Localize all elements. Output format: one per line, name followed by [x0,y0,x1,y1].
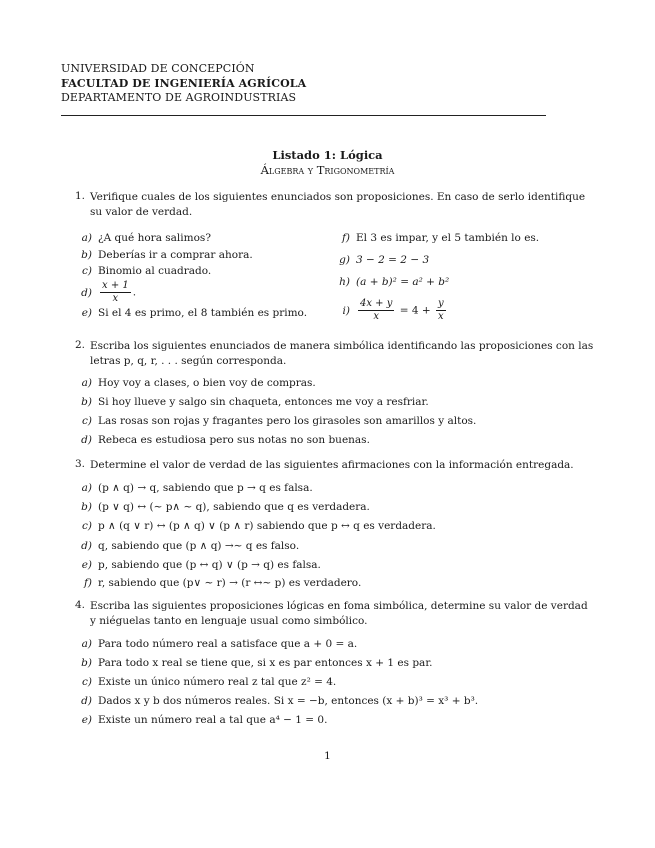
item-text: (p ∧ q) → q, sabiendo que p → q es falsa. [98,482,313,494]
item-label: b) [81,249,92,261]
item-label: d) [81,286,92,299]
question-text: Verifique cuales de los siguientes enunciados son proposiciones. En caso de serlo identifique su valor de verdad. [90,191,586,218]
fraction-denominator: x [438,311,444,322]
item-label: b) [81,501,92,513]
list-item [75,377,316,389]
fraction-numerator: y [438,298,444,309]
item-text: Hoy voy a clases, o bien voy de compras. [98,377,316,389]
fraction-denominator: x [112,293,119,304]
item-text: q, sabiendo que (p ∧ q) →∼ q es falso. [98,540,300,552]
question-number: 1. [75,190,86,202]
list-item [333,254,429,266]
item-text: Dados x y b dos números reales. Si x = −b, entonces (x + b)³ = x³ + b³. [98,695,479,707]
item-label: d) [81,540,92,552]
fraction-numerator: x + 1 [102,280,129,291]
list-item [75,540,299,552]
item-text: El 3 es impar, y el 5 también lo es. [356,232,540,244]
item-label: e) [81,559,92,571]
item-text: Las rosas son rojas y fragantes pero los girasoles son amarillos y altos. [98,415,477,427]
list-item [75,714,327,726]
list-item [333,276,449,288]
list-item [75,249,253,261]
list-item [75,307,307,319]
item-label: c) [82,520,92,532]
item-label: c) [82,676,92,688]
item-text: Si hoy llueve y salgo sin chaqueta, entonces me voy a resfriar. [98,396,429,408]
item-label: a) [81,232,92,244]
list-item [75,415,476,427]
item-text: Para todo x real se tiene que, si x es par entonces x + 1 es par. [98,657,433,669]
item-text: Rebeca es estudiosa pero sus notas no son buenas. [98,434,370,446]
item-label: a) [81,638,92,650]
header-divider [61,115,546,116]
item-label: b) [81,657,92,669]
question-number: 2. [75,339,86,351]
item-label: f) [84,577,92,589]
list-item [75,396,429,408]
list-item [333,298,448,323]
page-number: 1 [324,750,331,762]
item-label: i) [342,304,350,317]
item-text: Para todo número real a satisface que a + 0 = a. [98,638,358,650]
question-text: Escriba las siguientes proposiciones lógicas en foma simbólica, determine su valor de verdad y niéguelas tanto en lenguaje usual como simbólico. [90,600,588,627]
question-text: Determine el valor de verdad de las siguientes afirmaciones con la información entregada. [90,459,574,471]
item-label: a) [81,377,92,389]
item-text: r, sabiendo que (p∨ ∼ r) → (r ↔∼ p) es verdadero. [98,577,362,589]
item-label: a) [81,482,92,494]
list-item [75,232,211,244]
item-label: e) [81,714,92,726]
fraction-denominator: x [373,311,380,322]
item-text: p ∧ (q ∨ r) ↔ (p ∧ q) ∨ (p ∧ r) sabiendo que p ↔ q es verdadera. [98,520,436,532]
question-number: 4. [75,599,86,611]
list-item [75,501,370,513]
item-label: g) [339,254,350,266]
item-label: b) [81,396,92,408]
item-text: 3 − 2 = 2 − 3 [356,254,430,266]
list-item [75,434,370,446]
item-label: d) [81,695,92,707]
list-item [75,520,436,532]
faculty-name: FACULTAD DE INGENIERÍA AGRÍCOLA [61,76,307,90]
question-number: 3. [75,458,86,470]
list-item [333,232,539,244]
item-label: c) [82,265,92,277]
item-text: (p ∨ q) ↔ (∼ p∧ ∼ q), sabiendo que q es verdadera. [98,501,370,513]
fraction [100,280,131,305]
item-text: Deberías ir a comprar ahora. [98,249,253,261]
page-title: Listado 1: Lógica [272,148,383,162]
list-item [75,577,361,589]
item-text: Si el 4 es primo, el 8 también es primo. [98,307,308,319]
list-item [75,638,357,650]
page-subtitle: Álgebra y Trigonometría [260,163,395,177]
item-text: (a + b)² = a² + b² [356,276,450,288]
item-tail: . [132,286,137,299]
list-item [75,657,433,669]
list-item [75,280,136,305]
fraction-numerator: 4x + y [360,298,393,309]
item-text: p, sabiendo que (p ↔ q) ∨ (p → q) es falsa. [98,559,321,571]
department-name: DEPARTAMENTO DE AGROINDUSTRIAS [61,91,297,104]
item-label: d) [81,434,92,446]
institution-header [61,62,306,106]
list-item [75,676,336,688]
question-text: Escriba los siguientes enunciados de manera simbólica identificando las proposiciones con las letras p, q, r, . . . según corresponda. [90,340,594,367]
item-text: ¿A qué hora salimos? [98,232,211,244]
item-text: Existe un número real a tal que a⁴ − 1 = 0. [98,714,328,726]
list-item [75,482,313,494]
item-label: h) [339,276,350,288]
equation-middle: = 4 + [396,304,435,317]
list-item [75,559,321,571]
fraction [358,298,394,323]
university-name: UNIVERSIDAD DE CONCEPCIÓN [61,62,255,75]
list-item [75,265,211,277]
item-text: Existe un único número real z tal que z² = 4. [98,676,337,688]
fraction [436,298,446,323]
item-text: Binomio al cuadrado. [98,265,212,277]
item-label: f) [342,232,350,244]
list-item [75,695,478,707]
item-label: c) [82,415,92,427]
item-label: e) [81,307,92,319]
